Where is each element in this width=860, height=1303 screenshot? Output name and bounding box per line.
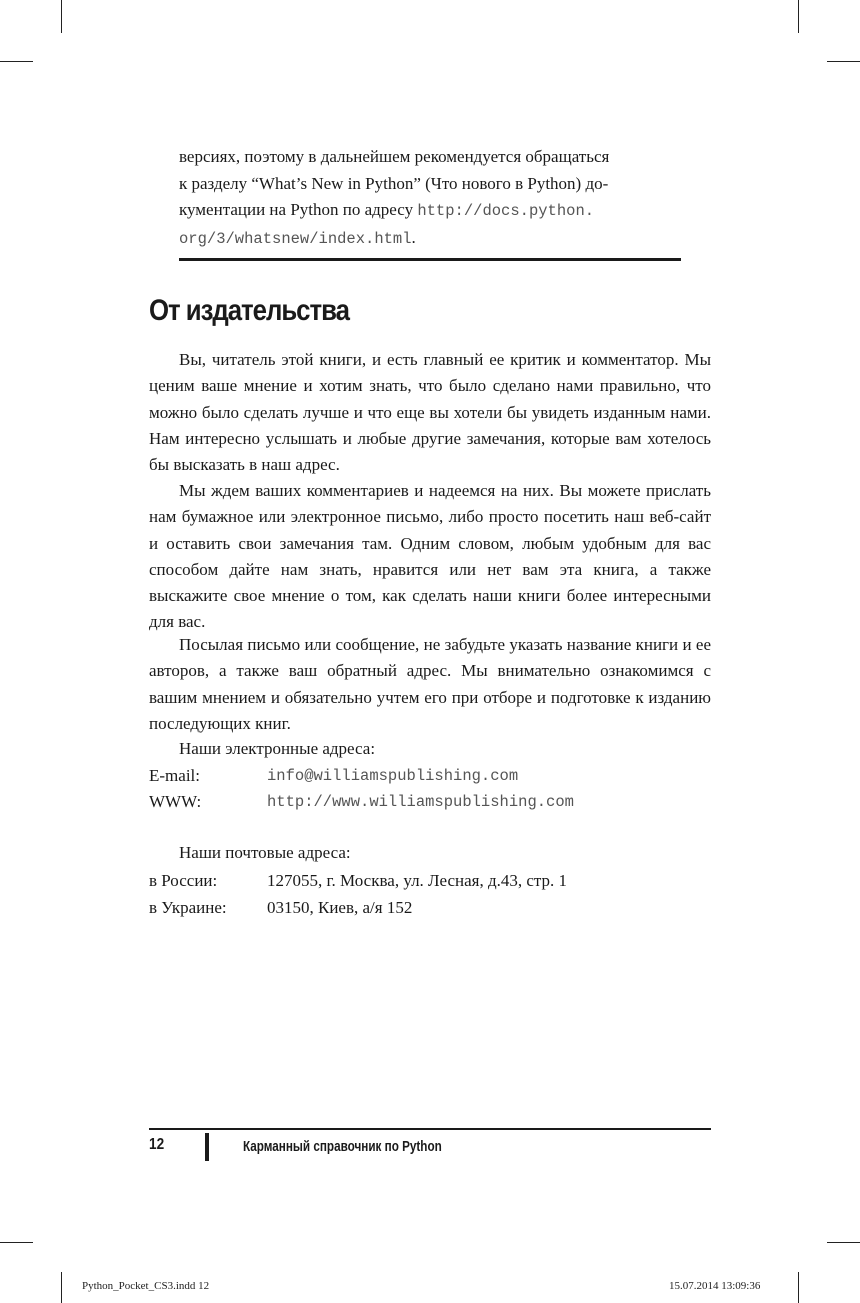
postal-row-russia bbox=[149, 868, 568, 894]
whatsnew-link[interactable]: http://docs.python. bbox=[417, 202, 595, 220]
paragraph: Посылая письмо или сообщение, не забудьте указать название книги и ее авторов, а также ваш обратный адрес. Мы внимательно ознакомимся с вашим мнением и обязательно учтем его при отборе и подготовке к изданию последующих книг. bbox=[149, 635, 711, 733]
whatsnew-link-continued[interactable]: org/3/whatsnew/index.html bbox=[179, 229, 412, 248]
slug-datetime: 15.07.2014 13:09:36 bbox=[669, 1280, 761, 1292]
postal-address: 127055, г. Москва, ул. Лесная, д.43, стр. 1 bbox=[267, 871, 568, 890]
postal-label: в Украине: bbox=[149, 898, 227, 917]
note-divider bbox=[179, 258, 681, 261]
email-row bbox=[149, 763, 519, 789]
running-footer-title: Карманный справочник по Python bbox=[243, 1138, 442, 1155]
crop-mark bbox=[827, 1242, 860, 1243]
crop-mark bbox=[798, 0, 799, 33]
postal-label: в России: bbox=[149, 871, 218, 890]
intro-note-line: кументации на Python по адресу bbox=[179, 200, 418, 219]
trailing-period: . bbox=[411, 227, 416, 247]
intro-note-line: версиях, поэтому в дальнейшем рекомендуется обращаться bbox=[179, 147, 610, 166]
footer-divider bbox=[149, 1128, 711, 1130]
www-label: WWW: bbox=[149, 792, 202, 811]
email-link[interactable]: info@williamspublishing.com bbox=[267, 767, 519, 785]
crop-mark bbox=[61, 1272, 62, 1303]
postal-address: 03150, Киев, а/я 152 bbox=[267, 898, 413, 917]
www-row bbox=[149, 789, 574, 815]
www-link[interactable]: http://www.williamspublishing.com bbox=[267, 793, 574, 811]
crop-mark bbox=[798, 1272, 799, 1303]
postal-row-ukraine bbox=[149, 895, 413, 921]
crop-mark bbox=[827, 61, 860, 62]
electronic-heading: Наши электронные адреса: bbox=[179, 739, 376, 758]
paragraph: Мы ждем ваших комментариев и надеемся на них. Вы можете прислать нам бумажное или электронное письмо, либо просто посетить наш веб-сайт и оставить свои замечания там. Одним словом, любым удобным для вас способом дайте нам знать, нравится или нет вам эта книга, а также выскажите свое мнение о том, как сделать наши книги более интересными для вас. bbox=[149, 481, 711, 632]
section-title: От издательства bbox=[149, 294, 349, 327]
postal-heading: Наши почтовые адреса: bbox=[179, 843, 351, 862]
paragraph: Вы, читатель этой книги, и есть главный ее критик и комментатор. Мы ценим ваше мнение и хотим знать, что было сделано нами правильно, что можно было сделать лучше и что еще вы хотели бы увидеть изданным нами. Нам интересно услышать и любые другие замечания, которые вам хотелось бы высказать в наш адрес. bbox=[149, 350, 711, 475]
footer-separator bbox=[205, 1133, 209, 1161]
page-number: 12 bbox=[149, 1136, 165, 1153]
intro-note bbox=[179, 144, 681, 252]
slug-filename: Python_Pocket_CS3.indd 12 bbox=[82, 1280, 210, 1292]
crop-mark bbox=[0, 61, 33, 62]
crop-mark bbox=[0, 1242, 33, 1243]
crop-mark bbox=[61, 0, 62, 33]
email-label: E-mail: bbox=[149, 766, 200, 785]
intro-note-line: к разделу “What’s New in Python” (Что нового в Python) до- bbox=[179, 173, 609, 193]
